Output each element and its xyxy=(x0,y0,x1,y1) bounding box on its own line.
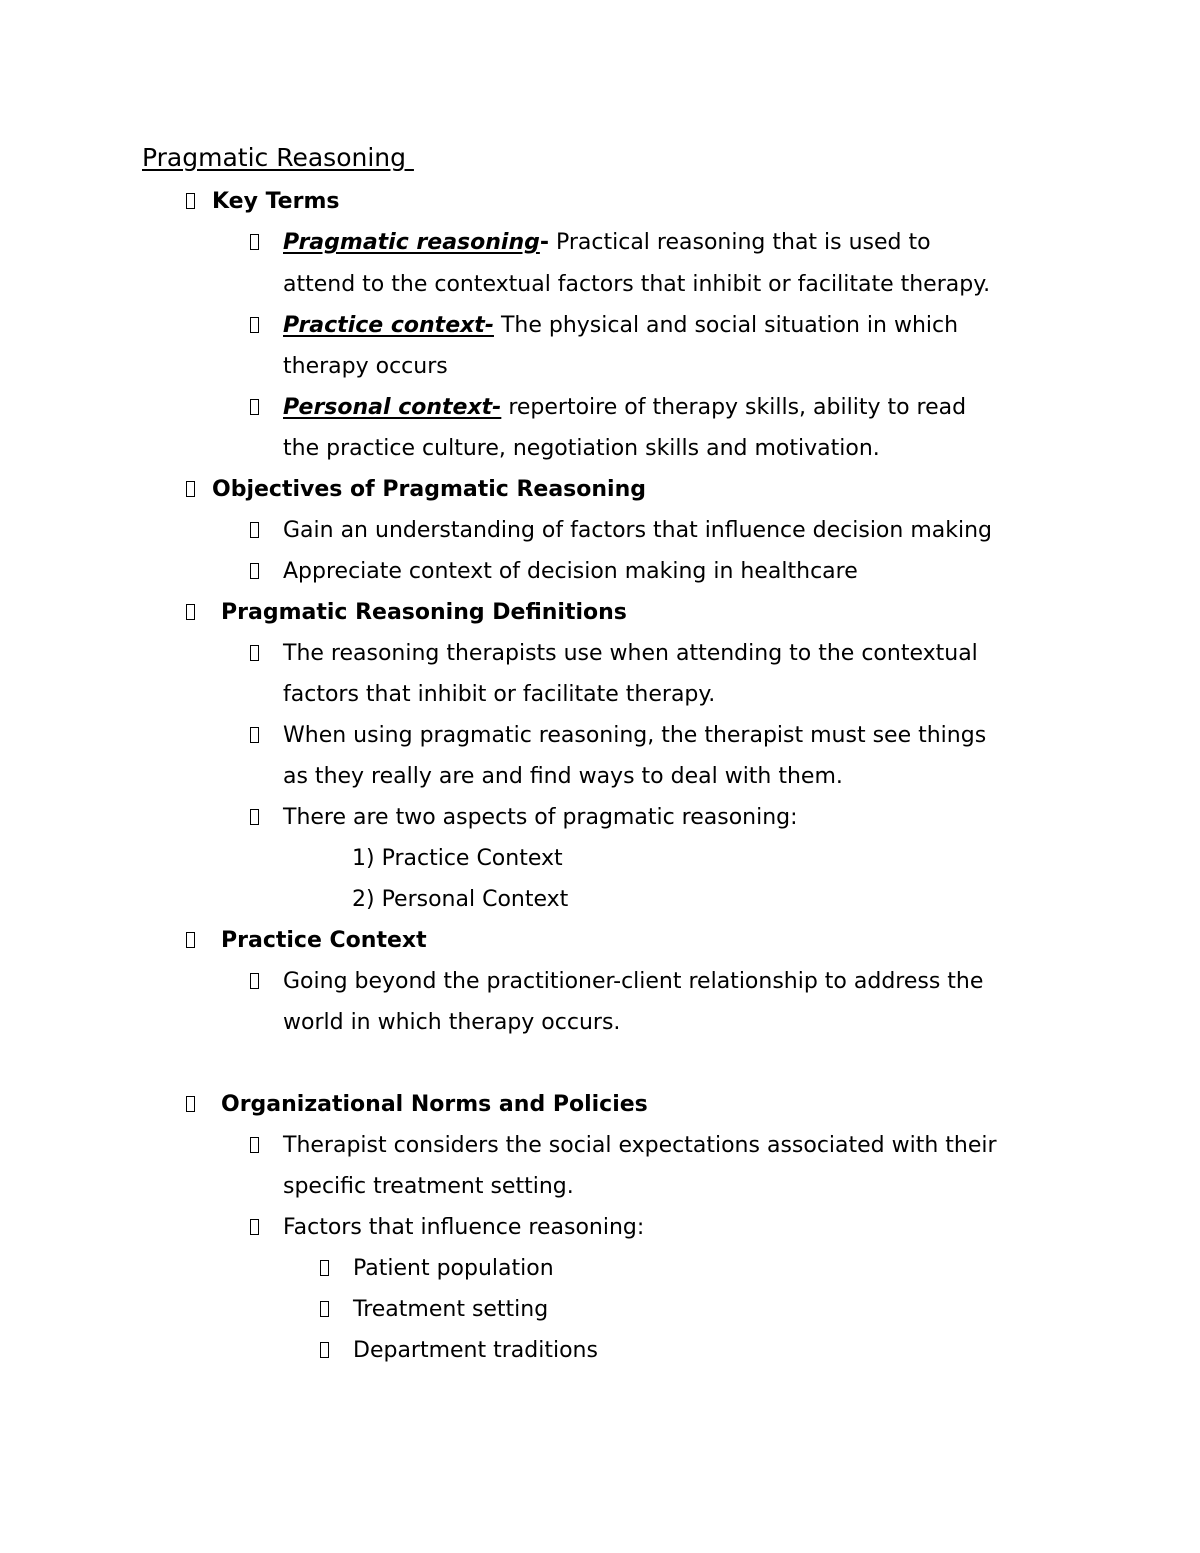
bullet-box-icon xyxy=(246,722,262,750)
list-item: Factors that influence reasoning: xyxy=(283,1215,645,1240)
term-definition: repertoire of therapy skills, ability to read xyxy=(501,395,967,420)
list-item: Appreciate context of decision making in healthcare xyxy=(283,559,858,584)
section-heading-definitions: Pragmatic Reasoning Definitions xyxy=(221,600,627,625)
bullet-box-icon xyxy=(182,188,198,216)
list-item: Therapist considers the social expectations associated with their xyxy=(283,1133,997,1158)
bullet-box-icon xyxy=(246,229,262,257)
term-dash: - xyxy=(539,230,549,255)
term-definition: Practical reasoning that is used to xyxy=(549,230,931,255)
list-item: When using pragmatic reasoning, the therapist must see things xyxy=(283,723,987,748)
bullet-box-icon xyxy=(316,1296,332,1324)
bullet-box-icon xyxy=(316,1255,332,1283)
bullet-box-icon xyxy=(182,599,198,627)
page-title: Pragmatic Reasoning xyxy=(142,143,414,172)
bullet-box-icon xyxy=(246,640,262,668)
term-definition-cont: therapy occurs xyxy=(283,354,448,379)
term-label: Personal context- xyxy=(283,395,502,420)
bullet-box-icon xyxy=(246,312,262,340)
section-heading-key-terms: Key Terms xyxy=(212,189,340,214)
numbered-item: 1) Practice Context xyxy=(352,846,563,871)
section-heading-objectives: Objectives of Pragmatic Reasoning xyxy=(212,477,646,502)
term-definition: The physical and social situation in which xyxy=(493,313,959,338)
bullet-box-icon xyxy=(246,804,262,832)
list-item: Gain an understanding of factors that influence decision making xyxy=(283,518,993,543)
bullet-box-icon xyxy=(316,1337,332,1365)
list-item-cont: factors that inhibit or facilitate therapy. xyxy=(283,682,716,707)
numbered-item: 2) Personal Context xyxy=(352,887,569,912)
bullet-box-icon xyxy=(246,1132,262,1160)
list-item: There are two aspects of pragmatic reasoning: xyxy=(283,805,798,830)
bullet-box-icon xyxy=(182,927,198,955)
bullet-box-icon xyxy=(182,1091,198,1119)
sub-list-item: Department traditions xyxy=(353,1338,598,1363)
list-item: The reasoning therapists use when attending to the contextual xyxy=(283,641,978,666)
key-term-practice-context xyxy=(283,312,958,340)
term-label: Pragmatic reasoning xyxy=(283,230,540,255)
sub-list-item: Patient population xyxy=(353,1256,554,1281)
sub-list-item: Treatment setting xyxy=(353,1297,549,1322)
list-item-cont: world in which therapy occurs. xyxy=(283,1010,621,1035)
term-definition-cont: the practice culture, negotiation skills and motivation. xyxy=(283,436,880,461)
bullet-box-icon xyxy=(246,517,262,545)
bullet-box-icon xyxy=(246,968,262,996)
list-item-cont: specific treatment setting. xyxy=(283,1174,574,1199)
key-term-personal-context xyxy=(283,394,966,422)
section-heading-org-norms: Organizational Norms and Policies xyxy=(221,1092,648,1117)
bullet-box-icon xyxy=(246,394,262,422)
bullet-box-icon xyxy=(246,558,262,586)
term-definition-cont: attend to the contextual factors that inhibit or facilitate therapy. xyxy=(283,272,991,297)
section-heading-practice-context: Practice Context xyxy=(221,928,427,953)
list-item-cont: as they really are and find ways to deal with them. xyxy=(283,764,843,789)
bullet-box-icon xyxy=(182,476,198,504)
key-term-pragmatic-reasoning xyxy=(283,229,931,257)
term-label: Practice context- xyxy=(283,313,494,338)
list-item: Going beyond the practitioner-client relationship to address the xyxy=(283,969,984,994)
bullet-box-icon xyxy=(246,1214,262,1242)
